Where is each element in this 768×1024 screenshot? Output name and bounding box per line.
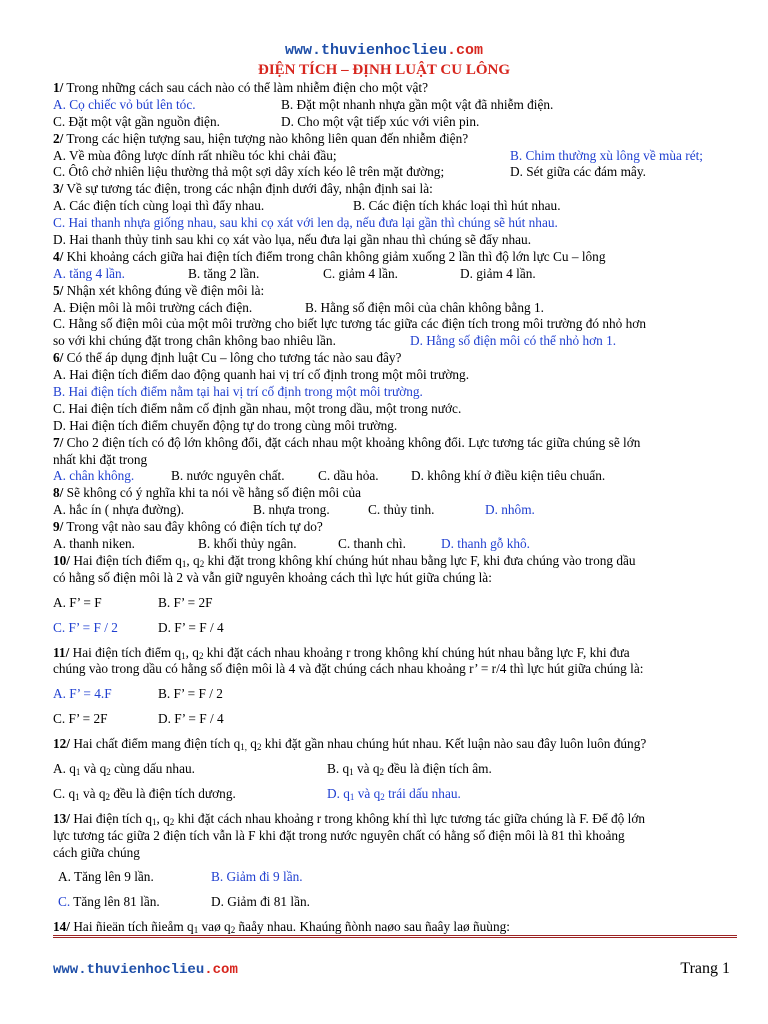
option-c: C. F’ = 2F: [53, 711, 108, 727]
subscript: 2: [105, 791, 111, 802]
header-site-link[interactable]: [0, 42, 768, 59]
option-c: [53, 786, 236, 806]
question-text: Nhận xét không đúng về điện môi là:: [63, 282, 265, 298]
question-1: [53, 80, 737, 97]
option-label: C.: [58, 894, 71, 910]
subscript: 2: [106, 766, 111, 777]
question-text: Trong các hiện tượng sau, hiện tượng nào không liên quan đến nhiễm điện?: [63, 130, 469, 146]
option-d: D. Hai thanh thủy tinh sau khi cọ xát vào lụa, nếu đưa lại gần nhau thì chúng sẽ đẩy nhau.: [53, 232, 532, 248]
header-site-tld: .com: [447, 42, 484, 59]
option-c: C. thanh chì.: [338, 536, 406, 552]
subscript: 2: [380, 791, 385, 802]
option-b: B. F’ = 2F: [158, 594, 213, 610]
answer-row: [53, 869, 737, 886]
option-b: B. tăng 2 lần.: [188, 265, 260, 281]
option-a: A. Hai điện tích điểm dao động quanh hai vị trí cố định trong một môi trường.: [53, 367, 470, 383]
answer-row: [53, 333, 737, 350]
question-number: 5/: [53, 282, 64, 298]
question-number: 7/: [53, 434, 64, 450]
option-a: A. Điện môi là môi trường cách điện.: [53, 299, 253, 315]
question-number: 2/: [53, 130, 64, 146]
option-b: B. F’ = F / 2: [158, 686, 223, 702]
option-b: B. nước nguyên chất.: [171, 468, 285, 484]
answer-row: [53, 786, 737, 803]
subscript: 1: [181, 650, 186, 661]
question-text: Về sự tương tác điện, trong các nhận định dưới đây, nhận định sai là:: [63, 181, 433, 197]
question-text: Hai chất điểm mang điện tích q: [70, 736, 241, 752]
question-2: [53, 131, 737, 148]
option-a: A. thanh niken.: [53, 536, 135, 552]
question-number: 13/: [53, 810, 70, 826]
option-d: D. F’ = F / 4: [158, 619, 224, 635]
question-text: Hai điện tích điểm q: [69, 644, 182, 660]
option-b: B. Giảm đi 9 lần.: [211, 869, 303, 885]
question-3: [53, 181, 737, 198]
question-9: [53, 519, 737, 536]
page-number: Trang 1: [680, 960, 730, 977]
option-text: đều là điện tích âm.: [384, 760, 492, 776]
option-a: [53, 761, 195, 781]
question-number: 6/: [53, 350, 64, 366]
subscript: 2: [256, 742, 262, 753]
answer-row: [53, 97, 737, 114]
option-d: D. Hai điện tích điểm chuyển động tự do trong cùng môi trường.: [53, 417, 398, 433]
answer-row: [53, 198, 737, 215]
subscript: 2: [199, 558, 205, 569]
question-text-line3: cách giữa chúng: [53, 844, 140, 860]
subscript: 2: [230, 925, 236, 936]
question-text: Sẽ không có ý nghĩa khi ta nói về hằng số điện môi của: [63, 485, 361, 501]
option-b: [327, 761, 492, 781]
option-a: A. tăng 4 lần.: [53, 265, 126, 281]
option-text: B. q: [327, 760, 350, 776]
option-d: D. Hằng số điện môi có thể nhỏ hơn 1.: [410, 333, 617, 349]
option-d: D. Giảm đi 81 lần.: [211, 894, 310, 910]
question-text: khi đặt cách nhau khoảng r trong không khí chúng hút nhau bằng lực F, khi đưa: [203, 644, 630, 660]
option-c: [58, 894, 160, 911]
option-c: C. Hai thanh nhựa giống nhau, sau khi cọ xát với len dạ, nếu đưa lại gần thì chúng sẽ hút nhau.: [53, 215, 558, 231]
subscript: 1: [75, 766, 81, 777]
question-text: Cho 2 điện tích có độ lớn không đổi, đặt cách nhau một khoảng không đổi. Lực tương tác giữa chúng sẽ lớn: [63, 434, 641, 450]
question-text: Trong những cách sau cách nào có thể làm nhiễm điện cho một vật?: [63, 80, 428, 95]
question-8: [53, 485, 737, 502]
option-d: D. Sét giữa các đám mây.: [510, 164, 646, 180]
option-c: C. dầu hỏa.: [318, 468, 379, 484]
answer-row: [53, 164, 737, 181]
option-text: và q: [353, 760, 380, 776]
subscript: 1: [349, 766, 354, 777]
question-number: 4/: [53, 248, 64, 264]
option-a: A. F’ = 4.F: [53, 686, 112, 702]
option-d: D. nhôm.: [485, 502, 535, 518]
subscript: 1: [151, 816, 157, 827]
option-b: B. nhựa trong.: [253, 502, 330, 518]
question-text: , q: [156, 810, 170, 826]
option-text: và q: [354, 785, 381, 801]
question-text: khi đặt gần nhau chúng hút nhau. Kết luận nào sau đây luôn luôn đúng?: [261, 736, 647, 752]
option-text: A. q: [53, 760, 76, 776]
answer-row: [53, 502, 737, 519]
option-text: C. q: [53, 785, 76, 801]
subscript: 2: [198, 650, 204, 661]
question-text: , q: [185, 644, 199, 660]
option-d: D. F’ = F / 4: [158, 711, 224, 727]
question-text: khi đặt cách nhau khoảng r trong không khí thì lực tương tác giữa chúng là F. Để độ lớn: [174, 810, 646, 826]
question-text: ñaåy nhau. Khaúng ñònh naøo sau ñaây laø ñuùng:: [235, 919, 510, 935]
option-d: D. giảm 4 lần.: [460, 265, 536, 281]
subscript: 2: [379, 766, 385, 777]
question-text-line2: chúng vào trong dầu có hằng số điện môi là 4 và đặt chúng cách nhau khoảng r’ = r/4 thì lực hút giữa chúng là:: [53, 661, 644, 677]
option-text: và q: [79, 785, 106, 801]
answer-row: [53, 300, 737, 317]
subscript: 1: [181, 558, 187, 569]
answer-row: [53, 620, 737, 637]
footer-site-tld: .com: [204, 962, 238, 978]
option-text: đều là điện tích dương.: [110, 785, 236, 801]
option-c: C. giảm 4 lần.: [323, 265, 398, 281]
option-a: A. Về mùa đông lược dính rất nhiều tóc khi chải đầu;: [53, 147, 337, 163]
option-a: A. F’ = F: [53, 594, 102, 610]
question-7: [53, 435, 737, 452]
question-text-line2: có hằng số điện môi là 2 và vẫn giữ nguyên khoảng cách thì lực hút giữa chúng là:: [53, 569, 492, 585]
option-d: D. không khí ở điều kiện tiêu chuẩn.: [411, 468, 606, 484]
question-text-line2: nhất khi đặt trong: [53, 451, 148, 467]
question-6: [53, 350, 737, 367]
question-number: 8/: [53, 485, 64, 501]
question-10: [53, 553, 737, 570]
question-number: 9/: [53, 519, 64, 535]
option-text: trái dấu nhau.: [384, 785, 461, 801]
answer-row: [53, 686, 737, 703]
subscript: 1: [193, 925, 199, 936]
question-number: 14/: [53, 919, 70, 935]
option-d: D. thanh gỗ khô.: [441, 536, 531, 552]
answer-row: [53, 114, 737, 131]
option-a: A. Các điện tích cùng loại thì đẩy nhau.: [53, 198, 265, 214]
answer-row: [53, 595, 737, 612]
option-a: A. hắc ín ( nhựa đường).: [53, 502, 185, 518]
question-text-line2: lực tương tác giữa 2 điện tích vẫn là F khi đặt trong nước nguyên chất có hằng số điện môi là 81 thì khoảng: [53, 827, 625, 843]
option-b: B. Hai điện tích điểm nằm tại hai vị trí cố định trong một môi trường.: [53, 384, 423, 400]
answer-row: [53, 468, 737, 485]
footer-site-main: www.thuvienhoclieu: [53, 962, 205, 978]
question-text: khi đặt trong không khí chúng hút nhau bằng lực F, khi đưa chúng vào trong dầu: [204, 552, 636, 568]
question-text: q: [246, 736, 257, 752]
question-number: 12/: [53, 736, 70, 752]
question-number: 3/: [53, 181, 64, 197]
question-text: , q: [186, 552, 200, 568]
subscript: 1: [349, 791, 355, 802]
subscript: 1,: [240, 742, 247, 753]
header-site-main: www.thuvienhoclieu: [284, 42, 447, 59]
option-b: B. khối thủy ngân.: [198, 536, 297, 552]
option-a: A. Cọ chiếc vỏ bút lên tóc.: [53, 96, 196, 112]
option-c: C. F’ = F / 2: [53, 619, 118, 635]
subscript: 1: [75, 791, 80, 802]
question-text: Trong vật nào sau đây không có điện tích tự do?: [63, 519, 323, 535]
question-text: Hai điện tích điểm q: [70, 552, 182, 568]
option-c: C. thủy tinh.: [368, 502, 435, 518]
option-text: và q: [80, 760, 107, 776]
option-b: B. Đặt một nhanh nhựa gần một vật đã nhiễm điện.: [281, 96, 554, 112]
question-4: [53, 249, 737, 266]
option-text: D. q: [327, 785, 350, 801]
answer-row: [53, 266, 737, 283]
question-text: vaø q: [198, 919, 231, 935]
question-number: 1/: [53, 80, 64, 95]
question-list: [53, 80, 737, 936]
subscript: 2: [169, 816, 175, 827]
option-c-line2: so với khi chúng đặt trong chân không bao nhiêu lần.: [53, 333, 336, 349]
option-c: C. Đặt một vật gần nguồn điện.: [53, 113, 220, 129]
option-b: B. Chim thường xù lông về mùa rét;: [510, 147, 703, 163]
answer-row: [53, 536, 737, 553]
answer-row: [53, 761, 737, 778]
question-text: Hai ñieän tích ñieåm q: [70, 919, 194, 935]
question-12: [53, 736, 737, 753]
option-b: B. Hằng số điện môi của chân không bằng 1.: [305, 299, 544, 315]
answer-row: [53, 894, 737, 911]
question-14: [53, 919, 737, 936]
question-number: 10/: [53, 552, 70, 568]
option-c: C. Ôtô chở nhiên liệu thường thả một sợi dây xích kéo lê trên mặt đường;: [53, 164, 445, 180]
question-11: [53, 645, 737, 662]
option-c: C. Hai điện tích điểm nằm cố định gần nhau, một trong dầu, một trong nước.: [53, 400, 462, 416]
question-5: [53, 283, 737, 300]
question-number: 11/: [53, 644, 70, 660]
option-d: D. Cho một vật tiếp xúc với viên pin.: [281, 113, 480, 129]
option-a: A. Tăng lên 9 lần.: [58, 869, 154, 885]
option-text: Tăng lên 81 lần.: [70, 894, 160, 910]
question-text: Khi khoảng cách giữa hai điện tích điểm trong chân không giảm xuống 2 lần thì độ lớn lực Cu – lông: [63, 248, 606, 264]
answer-row: [53, 711, 737, 728]
footer-divider: [53, 935, 737, 938]
option-text: cùng dấu nhau.: [110, 760, 195, 776]
question-text: Có thể áp dụng định luật Cu – lông cho tương tác nào sau đây?: [63, 350, 402, 366]
question-13: [53, 811, 737, 828]
question-text: Hai điện tích q: [70, 810, 152, 826]
footer-site-link[interactable]: [53, 962, 238, 978]
option-c-line1: C. Hằng số điện môi của một môi trường cho biết lực tương tác giữa các điện tích trong môi trường đó nhỏ hơn: [53, 316, 646, 332]
answer-row: [53, 148, 737, 165]
option-a: A. chân không.: [53, 468, 135, 484]
option-d: [327, 786, 461, 806]
document-title: ĐIỆN TÍCH – ĐỊNH LUẬT CU LÔNG: [258, 62, 510, 78]
option-b: B. Các điện tích khác loại thì hút nhau.: [353, 198, 561, 214]
